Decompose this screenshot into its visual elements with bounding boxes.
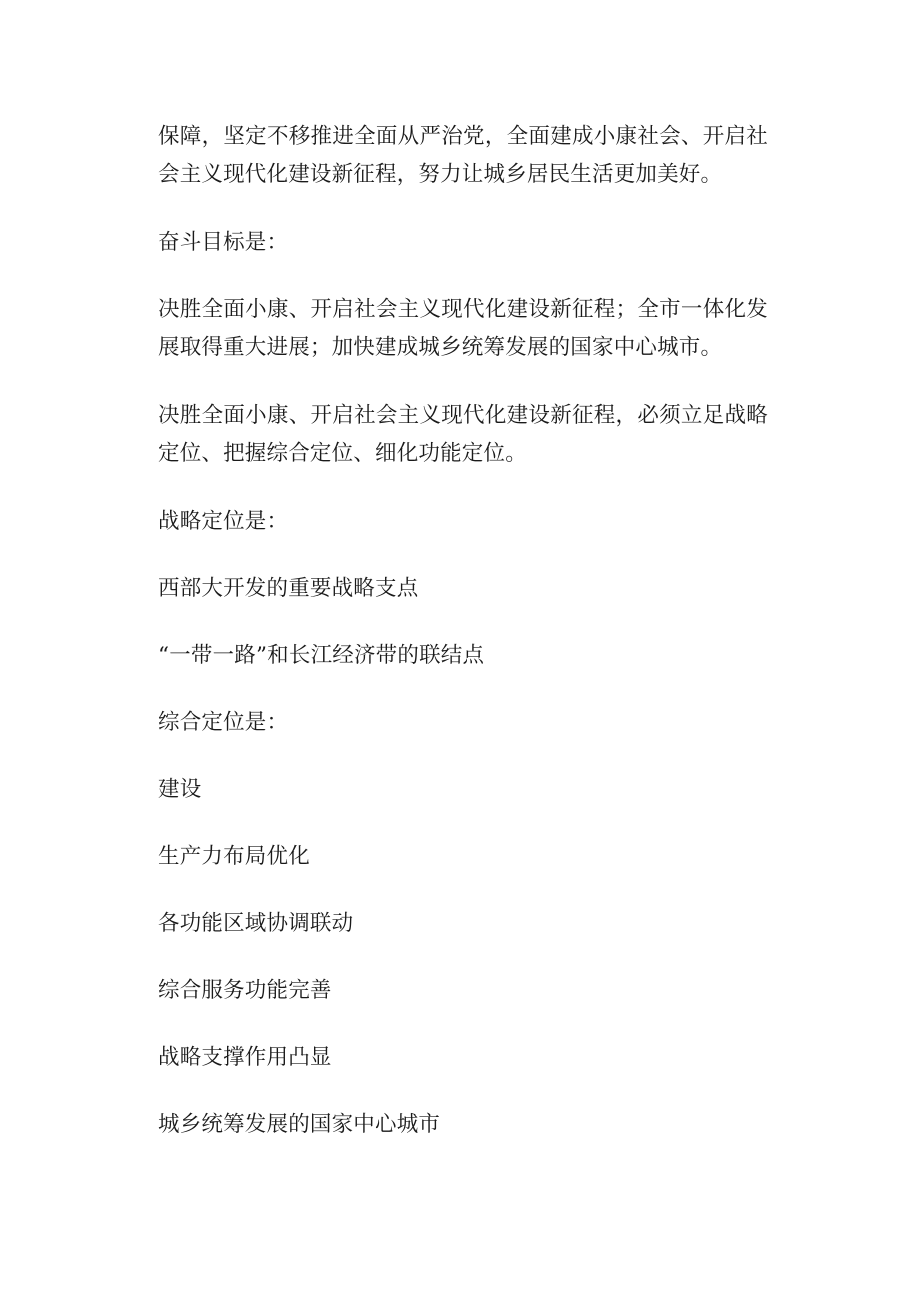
paragraph-comprehensive-item-6: 城乡统筹发展的国家中心城市 [158, 1112, 441, 1137]
paragraph-comprehensive-item-5: 战略支撑作用凸显 [158, 1045, 332, 1070]
document-body [158, 118, 768, 1173]
paragraph-comprehensive-item-4: 综合服务功能完善 [158, 978, 332, 1003]
paragraph-comprehensive-item-3: 各功能区域协调联动 [158, 911, 354, 936]
paragraph-strategic-heading: 战略定位是： [158, 509, 289, 534]
paragraph-goal: 决胜全面小康、开启社会主义现代化建设新征程；全市一体化发展取得重大进展；加快建成城乡统筹发展的国家中心城市。 [158, 297, 768, 360]
paragraph-strategic-item-2: “一带一路”和长江经济带的联结点 [158, 643, 485, 668]
paragraph-strategic-item-1: 西部大开发的重要战略支点 [158, 576, 419, 601]
paragraph-positioning: 决胜全面小康、开启社会主义现代化建设新征程，必须立足战略定位、把握综合定位、细化功能定位。 [158, 403, 768, 466]
paragraph-comprehensive-heading: 综合定位是： [158, 710, 289, 735]
paragraph-comprehensive-item-1: 建设 [158, 777, 202, 802]
paragraph-goal-heading: 奋斗目标是： [158, 230, 289, 255]
paragraph-intro: 保障，坚定不移推进全面从严治党，全面建成小康社会、开启社会主义现代化建设新征程，努力让城乡居民生活更加美好。 [158, 124, 768, 187]
paragraph-comprehensive-item-2: 生产力布局优化 [158, 844, 310, 869]
